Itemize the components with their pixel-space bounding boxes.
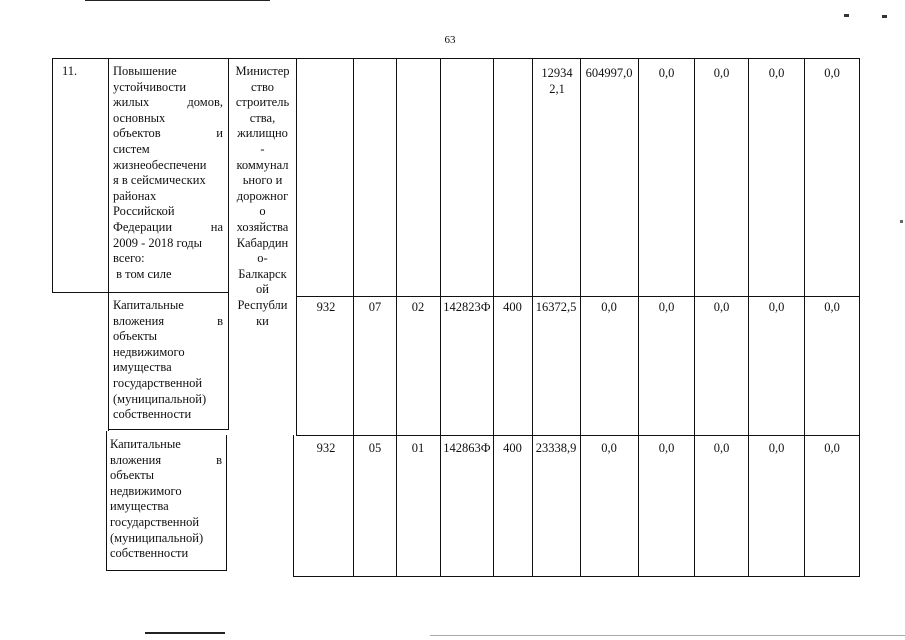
executor-line: о- bbox=[257, 251, 268, 266]
grbs-code: 932 bbox=[316, 300, 336, 314]
program-name-line: районах bbox=[113, 188, 157, 203]
subsection-code: 02 bbox=[411, 300, 425, 314]
expense-name-line: недвижимого bbox=[113, 344, 185, 359]
section-code: 07 bbox=[368, 300, 382, 314]
amount-value: 0,0 bbox=[713, 300, 730, 314]
expense-name-line: объекты bbox=[113, 329, 158, 344]
amount-value: 0,0 bbox=[601, 441, 617, 455]
scan-artifact-line bbox=[430, 635, 905, 636]
executor-line: ства, bbox=[249, 110, 276, 125]
scan-artifact-mark bbox=[882, 15, 887, 18]
amount-value: 0,0 bbox=[768, 66, 785, 80]
program-name-line: Российской bbox=[113, 204, 175, 219]
scan-artifact-line bbox=[145, 632, 225, 634]
amount-total: 129342,1 bbox=[541, 66, 573, 96]
program-name-line: систем bbox=[113, 141, 150, 156]
amount-year: 604997,0 bbox=[585, 66, 633, 80]
program-name-line: устойчивости bbox=[113, 79, 187, 94]
scan-artifact-mark bbox=[844, 14, 849, 17]
program-name-line: Повышение bbox=[113, 64, 177, 78]
expense-name bbox=[110, 437, 222, 562]
amount-value: 0,0 bbox=[713, 441, 730, 455]
executor-line: ьного и bbox=[242, 173, 283, 188]
amount-value: 0,0 bbox=[824, 441, 840, 455]
amount-value: 0,0 bbox=[768, 300, 785, 314]
program-name-line: 2009 - 2018 годы bbox=[113, 235, 203, 250]
executor-line: Министер bbox=[235, 64, 290, 78]
expense-name-line: имущества bbox=[113, 360, 172, 375]
subsection-code: 01 bbox=[411, 441, 425, 455]
expense-name-line: государственной bbox=[110, 514, 200, 529]
grbs-code: 932 bbox=[316, 441, 336, 455]
expense-type-code: 400 bbox=[503, 300, 522, 314]
amount-value: 0,0 bbox=[658, 441, 675, 455]
expense-name-line: Капитальные bbox=[113, 298, 184, 312]
amount-total: 23338,9 bbox=[535, 441, 577, 455]
expense-name-line: объекты bbox=[110, 468, 155, 483]
amount-value: 0,0 bbox=[658, 300, 675, 314]
amount-value: 0,0 bbox=[601, 300, 617, 314]
expense-name-line: вложения в bbox=[110, 452, 222, 467]
program-name-line: жизнеобеспечени bbox=[113, 157, 207, 172]
executor-line: Республи bbox=[237, 297, 288, 312]
program-name-line: объектов и bbox=[113, 126, 223, 141]
expense-name-line: собственности bbox=[113, 407, 192, 422]
program-name-line: Федерации на bbox=[113, 219, 223, 234]
executor-line: Кабардин bbox=[236, 235, 289, 250]
executor-line: ство bbox=[250, 79, 275, 94]
executor-line: жилищно bbox=[237, 126, 288, 141]
program-name-line: всего: bbox=[113, 251, 145, 266]
amount-total: 16372,5 bbox=[535, 300, 577, 314]
amount-value: 0,0 bbox=[824, 66, 840, 80]
executor-line: коммунал bbox=[236, 157, 289, 172]
scan-artifact-line bbox=[85, 0, 270, 1]
page-number: 63 bbox=[444, 34, 456, 46]
executor-line: - bbox=[260, 141, 265, 156]
executor-name bbox=[229, 64, 296, 329]
amount-value: 0,0 bbox=[713, 66, 730, 80]
expense-type-code: 400 bbox=[503, 441, 522, 455]
program-name-line: жилых домов, bbox=[113, 95, 223, 110]
expense-name-line: государственной bbox=[113, 375, 203, 390]
expense-name-line: имущества bbox=[110, 499, 169, 514]
executor-line: строитель bbox=[235, 95, 290, 110]
row-number: 11. bbox=[62, 64, 78, 78]
expense-name-line: собственности bbox=[110, 546, 189, 561]
executor-line: Балкарск bbox=[238, 266, 287, 281]
expense-name-line: Капитальные bbox=[110, 437, 181, 451]
expense-name-line: (муниципальной) bbox=[110, 530, 204, 545]
scan-artifact-mark bbox=[900, 220, 903, 223]
expense-name-line: (муниципальной) bbox=[113, 391, 207, 406]
expense-name-line: недвижимого bbox=[110, 483, 182, 498]
amount-value: 0,0 bbox=[658, 66, 675, 80]
executor-line: дорожног bbox=[236, 188, 289, 203]
target-article-code: 142823Ф bbox=[443, 300, 491, 314]
program-name bbox=[113, 64, 223, 282]
executor-line: хозяйства bbox=[236, 219, 289, 234]
amount-value: 0,0 bbox=[768, 441, 785, 455]
expense-name-line: вложения в bbox=[113, 313, 223, 328]
executor-line: о bbox=[259, 204, 266, 219]
executor-line: ки bbox=[256, 313, 269, 328]
program-name-line: я в сейсмических bbox=[113, 173, 206, 188]
program-name-line: в том силе bbox=[113, 266, 172, 281]
amount-value: 0,0 bbox=[824, 300, 840, 314]
program-name-line: основных bbox=[113, 110, 166, 125]
executor-line: ой bbox=[256, 282, 269, 297]
expense-name bbox=[113, 298, 223, 423]
target-article-code: 142863Ф bbox=[443, 441, 491, 455]
section-code: 05 bbox=[368, 441, 382, 455]
